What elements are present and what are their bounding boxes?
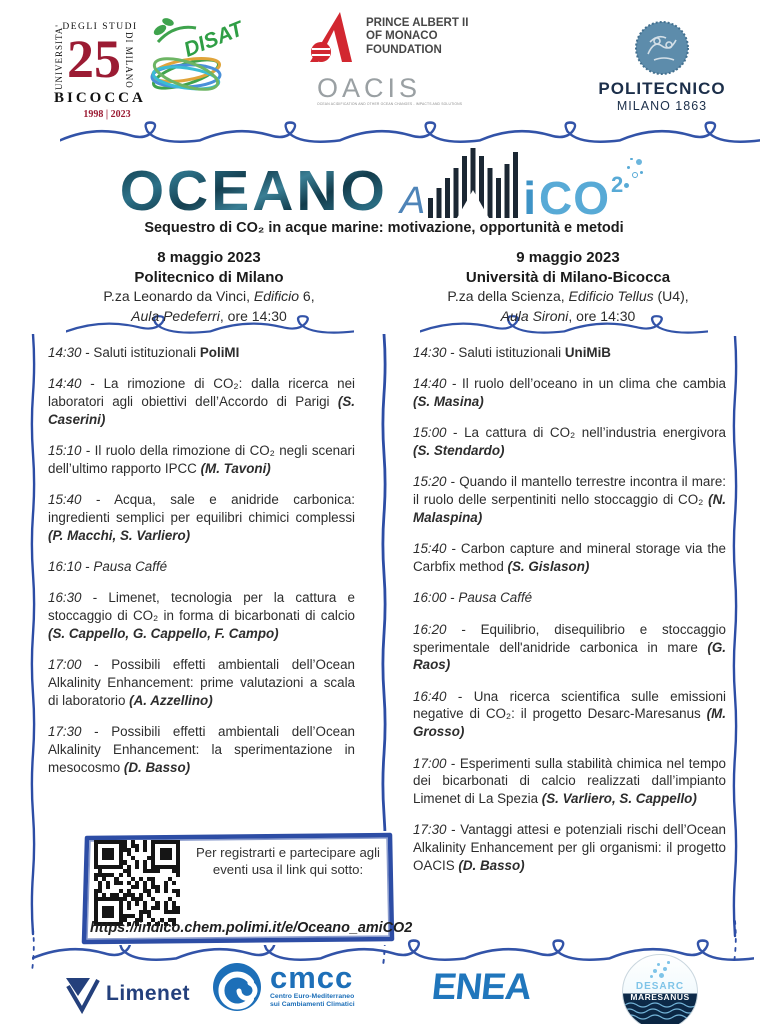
desarc-line1: DESARC <box>635 981 685 992</box>
bicocca-universita: UNIVERSITA' <box>54 24 64 90</box>
desarc-waves-icon <box>623 999 697 1024</box>
program-item: 17:00 - Possibili effetti ambientali dell’Ocean Alkalinity Enhancement: prime valutazioni a scala di laboratorio (A. Azzellino) <box>48 657 355 708</box>
text-segment: Edificio Tellus <box>568 288 654 304</box>
program-item-time: 15:00 <box>413 425 447 441</box>
program-item: 16:00 - Pausa Caffé <box>413 590 533 606</box>
text-segment: Una ricerca scientifica sulle emissioni negative di CO₂: il progetto Desarc-Maresanus <box>413 688 726 722</box>
program-item: 17:30 - Vantaggi attesi e potenziali rischi dell’Ocean Alkalinity Enhancement per gli organismi: il progetto OACIS (D. Basso) <box>413 822 726 874</box>
text-segment: La cattura di CO₂ nell’industria energivora <box>464 425 726 441</box>
cmcc-caption-2: sui Cambiamenti Climatici <box>270 1001 355 1008</box>
event-venue: Politecnico di Milano <box>134 268 284 286</box>
text-segment: PoliMI <box>199 345 240 360</box>
program-item: 14:30 - Saluti istituzionali PoliMI <box>48 345 240 360</box>
text-segment: P.za della Scienza, <box>447 288 569 304</box>
cmcc-logo <box>212 962 355 1012</box>
event-date: 9 maggio 2023 <box>516 249 620 266</box>
program-item: 16:10 - Pausa Caffé <box>48 559 168 575</box>
pa2-line3: FOUNDATION <box>366 43 442 56</box>
event-subtitle: Sequestro di CO₂ in acque marine: motivazione, opportunità e metodi <box>144 220 624 236</box>
program-item-time: 17:30 <box>413 822 447 838</box>
text-segment: 6, <box>299 288 315 304</box>
qr-code <box>94 840 180 926</box>
text-segment: UniMiB <box>564 345 611 360</box>
program-item: 17:00 - Esperimenti sulla stabilità chimica nel tempo dei bicarbonati di calcio realizzati dall’impianto Limenet di La Spezia (S. Varliero, S. Cappello) <box>413 755 726 807</box>
disat-logo <box>144 12 244 118</box>
text-segment: La rimozione di CO₂: dalla ricerca nei laboratori agli obiettivi dell’Accordo di Parigi <box>48 376 356 410</box>
cmcc-wave-icon <box>212 962 262 1012</box>
text-segment: Pausa Caffé <box>458 590 533 606</box>
cmcc-name: cmcc <box>270 960 354 995</box>
program-item: 14:30 - Saluti istituzionali UniMiB <box>413 345 611 360</box>
pa2-line1: PRINCE ALBERT II <box>366 16 469 29</box>
day-header-polimi <box>44 248 374 326</box>
event-date: 8 maggio 2023 <box>157 249 261 266</box>
title-amico2 <box>399 146 648 224</box>
text-segment: Aula Sironi <box>500 307 569 324</box>
desarc-line2: MARESANUS <box>630 992 690 1002</box>
text-segment: Il ruolo della rimozione di CO₂ negli scenari dell’ultimo rapporto IPCC <box>48 443 355 476</box>
title-letter-a: A <box>399 180 426 222</box>
program-list-polimi <box>48 344 355 790</box>
text-segment: Carbon capture and mineral storage via the Carbfix method <box>413 541 726 575</box>
program-list-unimib <box>413 344 726 888</box>
program-item: 15:10 - Il ruolo della rimozione di CO₂ negli scenari dell’ultimo rapporto IPCC (M. Tavoni) <box>48 443 355 476</box>
politecnico-seal-icon <box>634 20 690 76</box>
bicocca-degli-studi: DEGLI STUDI <box>62 22 138 32</box>
text-segment: Saluti istituzionali <box>93 345 200 360</box>
desarc-maresanus-logo <box>622 954 700 1024</box>
program-item-time: 16:40 <box>413 688 447 704</box>
event-title <box>0 150 768 224</box>
program-item: 14:40 - Il ruolo dell’oceano in un clima che cambia (S. Masina) <box>413 376 726 410</box>
program-item: 14:40 - La rimozione di CO₂: dalla ricerca nei laboratori agli obiettivi dell’Accordo di Parigi (S. Caserini) <box>48 376 356 427</box>
event-address <box>400 287 736 307</box>
program-item: 15:00 - La cattura di CO₂ nell’industria energivora (S. Stendardo) <box>413 425 726 459</box>
text-segment: (D. Basso) <box>123 759 191 775</box>
text-segment: (M. Grosso) <box>413 706 726 740</box>
program-item: 16:30 - Limenet, tecnologia per la cattura e stoccaggio di CO₂ in forma di bicarbonati di calcio (S. Cappello, G. Cappello, F. Campo) <box>48 590 355 642</box>
right-border-line <box>731 336 739 976</box>
politecnico-sub: MILANO 1863 <box>616 99 708 113</box>
unimib-bicocca-logo <box>44 22 144 124</box>
text-segment: (S. Masina) <box>413 394 484 410</box>
text-segment: Edificio <box>253 288 300 304</box>
bicocca-years: 1998 | 2023 <box>83 109 131 120</box>
bicocca-name: BICOCCA <box>54 90 146 106</box>
text-segment: Il ruolo dell’oceano in un clima che cambia <box>461 376 726 392</box>
text-segment: (D. Basso) <box>458 858 525 874</box>
event-room-time <box>44 307 374 327</box>
text-segment: (G. Raos) <box>413 639 726 673</box>
program-item: 17:30 - Possibili effetti ambientali dell’Ocean Alkalinity Enhancement: la sperimentazione in mesocosmo (D. Basso) <box>48 724 355 775</box>
program-item-time: 16:10 <box>48 559 82 575</box>
text-segment: Pausa Caffé <box>93 559 168 575</box>
politecnico-name: POLITECNICO <box>598 79 726 98</box>
program-item-time: 16:30 <box>48 590 82 606</box>
program-item-time: 15:20 <box>413 474 447 490</box>
title-equalizer-m-icon <box>428 146 520 218</box>
title-letter-i: i <box>523 172 537 224</box>
program-item-time: 15:10 <box>48 443 82 459</box>
day-header-unimib <box>400 248 736 326</box>
text-segment: (M. Tavoni) <box>200 460 271 476</box>
text-segment: (S. Cappello, G. Cappello, F. Campo) <box>48 626 279 642</box>
wave-divider-top <box>60 120 760 148</box>
text-segment: , ore 14:30 <box>219 307 287 324</box>
oacis-caption: OCEAN ACIDIFICATION AND OTHER OCEAN CHANGES - IMPACTS AND SOLUTIONS <box>317 102 463 106</box>
program-item-time: 15:40 <box>413 541 447 557</box>
text-segment: (S. Varliero, S. Cappello) <box>541 791 697 807</box>
text-segment: (U4), <box>653 288 689 304</box>
limenet-name: Limenet <box>106 982 191 1005</box>
limenet-mark-icon <box>60 974 102 1014</box>
title-oceano: OCEANO <box>119 159 388 223</box>
limenet-logo <box>60 974 190 1014</box>
program-item: 15:40 - Acqua, sale e anidride carbonica: ingredienti semplici per equilibri chimici complessi (P. Macchi, S. Varliero) <box>48 492 355 543</box>
oacis-logo <box>303 66 493 120</box>
disat-name: DISAT <box>180 17 246 62</box>
title-subscript-2: 2 <box>611 172 624 197</box>
program-item-time: 17:00 <box>413 755 447 771</box>
program-item-time: 14:30 <box>413 345 447 360</box>
event-address <box>44 287 374 307</box>
program-item-time: 16:20 <box>413 621 447 637</box>
left-border-line <box>29 334 37 974</box>
text-segment: Saluti istituzionali <box>458 345 565 360</box>
program-item-time: 16:00 <box>413 590 447 606</box>
registration-url[interactable]: https://indico.chem.polimi.it/e/Oceano_amiCO2 <box>90 920 413 936</box>
text-segment: (N. Malaspina) <box>413 492 726 526</box>
text-segment: Equilibrio, disequilibrio e stoccaggio sperimentale dell'anidride carbonica in mare <box>413 621 726 655</box>
enea-logo <box>429 966 534 1007</box>
text-segment: Limenet, tecnologia per la cattura e stoccaggio di CO₂ in forma di bicarbonati di calcio <box>48 590 355 624</box>
text-segment: (S. Gislason) <box>507 559 590 575</box>
text-segment: P.za Leonardo da Vinci, <box>103 288 254 304</box>
event-venue: Università di Milano-Bicocca <box>465 268 671 286</box>
registration-text: Per registrarti e partecipare agli eventi usa il link qui sotto: <box>196 845 380 877</box>
text-segment: (S. Caserini) <box>48 394 355 427</box>
politecnico-milano-logo <box>593 20 731 122</box>
text-segment: , ore 14:30 <box>568 307 636 324</box>
program-item-time: 14:40 <box>413 376 447 392</box>
program-item-time: 17:00 <box>48 657 82 673</box>
text-segment: (S. Stendardo) <box>413 443 505 459</box>
text-segment: Possibili effetti ambientali dell’Ocean Alkalinity Enhancement: la sperimentazione in mesocosmo <box>48 724 355 775</box>
text-segment: Acqua, sale e anidride carbonica: ingredienti semplici per equilibri chimici complessi <box>48 492 355 526</box>
text-segment: Vantaggi attesi e potenziali rischi dell’Ocean Alkalinity Enhancement per gli organismi: il progetto OACIS <box>413 822 726 874</box>
oacis-name: OACIS <box>317 73 422 103</box>
cmcc-caption-1: Centro Euro-Mediterraneo <box>270 993 355 1000</box>
program-item-time: 14:30 <box>48 345 82 360</box>
program-item-time: 15:40 <box>48 492 82 508</box>
prince-albert-mark-icon <box>306 10 358 64</box>
text-segment: (P. Macchi, S. Varliero) <box>48 527 191 543</box>
bicocca-25: 25 <box>67 29 121 89</box>
text-segment: Aula Pedeferri <box>131 307 220 324</box>
text-segment: Esperimenti sulla stabilità chimica nel tempo dei bicarbonati di calcio realizzati dall’impianto Limenet di La Spezia <box>413 755 726 807</box>
program-item: 16:40 - Una ricerca scientifica sulle emissioni negative di CO₂: il progetto Desarc-Maresanus (M. Grosso) <box>413 688 726 740</box>
registration-box <box>80 831 413 945</box>
prince-albert-foundation-logo <box>306 8 496 66</box>
program-item: 16:20 - Equilibrio, disequilibrio e stoccaggio sperimentale dell'anidride carbonica in mare (G. Raos) <box>413 621 726 673</box>
text-segment: Quando il mantello terrestre incontra il mare: il ruolo delle serpentiniti nello stoccaggio di CO₂ <box>413 474 726 508</box>
bicocca-di-milano: DI MILANO <box>124 32 134 89</box>
text-segment: Possibili effetti ambientali dell’Ocean Alkalinity Enhancement: prime valutazioni a scala di laboratorio <box>48 657 355 708</box>
bubbles-icon <box>622 158 648 218</box>
event-room-time <box>400 307 736 327</box>
program-item-time: 14:40 <box>48 376 82 392</box>
program-item-time: 17:30 <box>48 724 82 740</box>
text-segment: (A. Azzellino) <box>129 692 213 708</box>
pa2-line2: OF MONACO <box>366 30 438 43</box>
program-item: 15:20 - Quando il mantello terrestre incontra il mare: il ruolo delle serpentiniti nello stoccaggio di CO₂ (N. Malaspina) <box>413 474 726 526</box>
program-item: 15:40 - Carbon capture and mineral storage via the Carbfix method (S. Gislason) <box>413 541 726 575</box>
enea-name: ENEA <box>429 966 534 1007</box>
title-letters-co: CO <box>539 172 611 224</box>
